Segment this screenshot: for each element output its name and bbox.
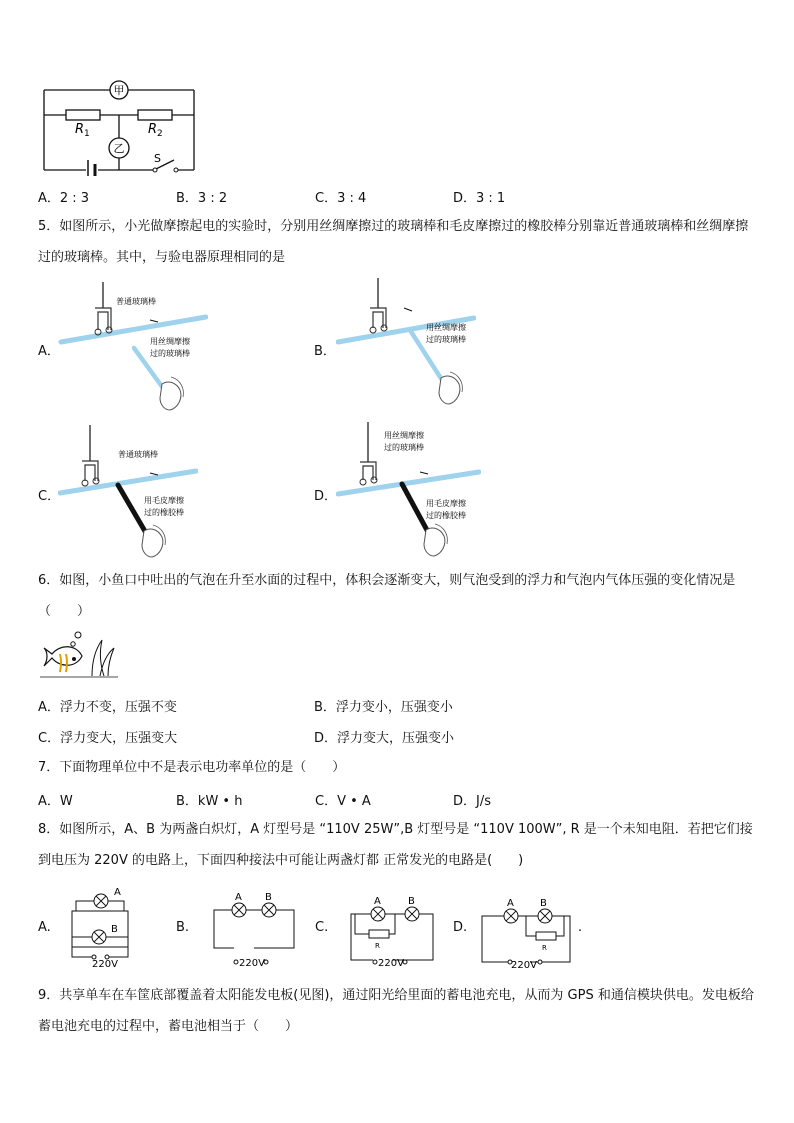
q8-a-lamp-b	[92, 930, 106, 944]
q8-c-supply: 220V	[378, 958, 404, 969]
q7-stem: 7．下面物理单位中不是表示电功率单位的是（ ）	[38, 760, 346, 775]
q8-a-lamp-a	[94, 894, 108, 908]
q4-battery	[88, 160, 95, 176]
q5-c-label-rubber-2: 过的橡胶棒	[144, 508, 184, 517]
q4-r1-label: R	[75, 122, 85, 137]
q4-circuit-diagram	[36, 76, 206, 176]
q8-circuit-d	[480, 890, 583, 970]
q8-option-a-letter[interactable]: A.	[38, 920, 51, 935]
q5-b-label-rubbed-glass-1: 用丝绸摩擦	[426, 323, 466, 332]
q8-d-lamp-a	[504, 909, 518, 923]
q8-d-label-b: B	[540, 898, 547, 909]
q8-option-c-letter[interactable]: C.	[315, 920, 329, 935]
q6-option-a[interactable]: A．浮力不变，压强不变	[38, 700, 177, 715]
q8-c-label-a: A	[374, 896, 381, 907]
q5-option-c-letter[interactable]: C．	[38, 489, 61, 504]
q8-stem: 8．如图所示，A、B 为两盏白炽灯，A 灯型号是 “110V 25W”,B 灯型号是 “110V 100W”, R 是一个未知电阻．若把它们接到电压为 220V 的电路上，下面四种接法中可能让两盏灯都 正常发光的电路是( )	[38, 822, 753, 868]
q8-b-label-b: B	[265, 892, 272, 903]
q8-c-label-r: R	[375, 942, 380, 950]
q4-jia-label: 甲	[113, 84, 125, 97]
q5-figure-c	[58, 425, 198, 565]
q7-option-d[interactable]: D．J/s	[453, 794, 491, 809]
q5-stem: 5．如图所示，小光做摩擦起电的实验时，分别用丝绸摩擦过的玻璃棒和毛皮摩擦过的橡胶棒分别靠近普通玻璃棒和丝绸摩擦过的玻璃棒。其中，与验电器原理相同的是	[38, 219, 749, 265]
q8-c-lamp-b	[405, 907, 419, 921]
fish-icon	[44, 647, 82, 666]
q5-a-label-rubbed-glass-2: 过的玻璃棒	[150, 349, 190, 358]
q5-a-label-rubbed-glass-1: 用丝绸摩擦	[150, 337, 190, 346]
q7-option-a[interactable]: A．W	[38, 794, 73, 809]
q8-d-lamp-b	[538, 909, 552, 923]
q4-option-b[interactable]: B．3 : 2	[176, 191, 228, 206]
q8-a-label-b: B	[111, 924, 118, 935]
q4-r1-sub: 1	[84, 129, 90, 139]
q4-r2-label: R	[148, 122, 158, 137]
q6-stem: 6．如图，小鱼口中吐出的气泡在升至水面的过程中，体积会逐渐变大，则气泡受到的浮力和气泡内气体压强的变化情况是（ ）	[38, 573, 736, 619]
q5-option-d-letter[interactable]: D．	[314, 489, 338, 504]
q8-d-label-a: A	[507, 898, 514, 909]
q4-option-c[interactable]: C．3 : 4	[315, 191, 367, 206]
q8-a-supply: 220V	[92, 959, 118, 967]
q4-option-d[interactable]: D．3 : 1	[453, 191, 506, 206]
q8-b-lamp-b	[262, 903, 276, 917]
q9-stem: 9．共享单车在车筐底部覆盖着太阳能发电板(见图)，通过阳光给里面的蓄电池充电，从而为 GPS 和通信模块供电。发电板给蓄电池充电的过程中，蓄电池相当于（ ）	[38, 988, 754, 1034]
q6-option-b[interactable]: B．浮力变小，压强变小	[314, 700, 453, 715]
q8-option-b-letter[interactable]: B.	[176, 920, 190, 935]
q4-option-a[interactable]: A．2 : 3	[38, 191, 90, 206]
q8-b-lamp-a	[232, 903, 246, 917]
q5-c-label-plain-glass: 普通玻璃棒	[118, 450, 158, 459]
q5-a-label-plain-glass: 普通玻璃棒	[116, 297, 156, 306]
q8-trailing-period: .	[578, 920, 583, 935]
q7-option-b[interactable]: B．kW • h	[176, 794, 243, 809]
q8-b-label-a: A	[235, 892, 242, 903]
q5-b-label-rubbed-glass-2: 过的玻璃棒	[426, 335, 466, 344]
q8-d-label-r: R	[542, 944, 547, 952]
q7-option-c[interactable]: C．V • A	[315, 794, 371, 809]
q4-yi-label: 乙	[113, 142, 125, 155]
q8-c-lamp-a	[371, 907, 385, 921]
q4-switch-label: S	[154, 152, 161, 165]
q8-circuit-b	[206, 888, 298, 970]
q8-circuit-a	[64, 885, 144, 967]
q8-circuit-c	[345, 888, 437, 970]
q8-d-resistor	[536, 932, 556, 940]
q5-option-a-letter[interactable]: A．	[38, 344, 60, 359]
q8-c-resistor	[369, 930, 389, 938]
q8-b-supply: 220V	[239, 958, 265, 969]
q5-c-label-rubber-1: 用毛皮摩擦	[144, 496, 184, 505]
q6-option-c[interactable]: C．浮力变大，压强变大	[38, 731, 178, 746]
q5-d-label-rubber-1: 用毛皮摩擦	[426, 499, 466, 508]
q5-option-b-letter[interactable]: B．	[314, 344, 336, 359]
q5-figure-b	[336, 278, 476, 415]
q5-d-label-rubbed-glass-1: 用丝绸摩擦	[384, 431, 424, 440]
q5-d-label-rubbed-glass-2: 过的玻璃棒	[384, 443, 424, 452]
q8-option-d-letter[interactable]: D.	[453, 920, 468, 935]
q5-figure-a	[58, 282, 208, 417]
q5-d-label-rubber-2: 过的橡胶棒	[426, 511, 466, 520]
q8-a-label-a: A	[114, 887, 121, 898]
q6-fish-bubble-figure	[40, 630, 120, 680]
q5-figure-d	[336, 422, 481, 567]
q8-c-label-b: B	[408, 896, 415, 907]
q6-option-d[interactable]: D．浮力变大，压强变小	[314, 731, 455, 746]
q8-d-supply: 220V	[511, 960, 537, 970]
q4-r2-sub: 2	[157, 129, 163, 139]
